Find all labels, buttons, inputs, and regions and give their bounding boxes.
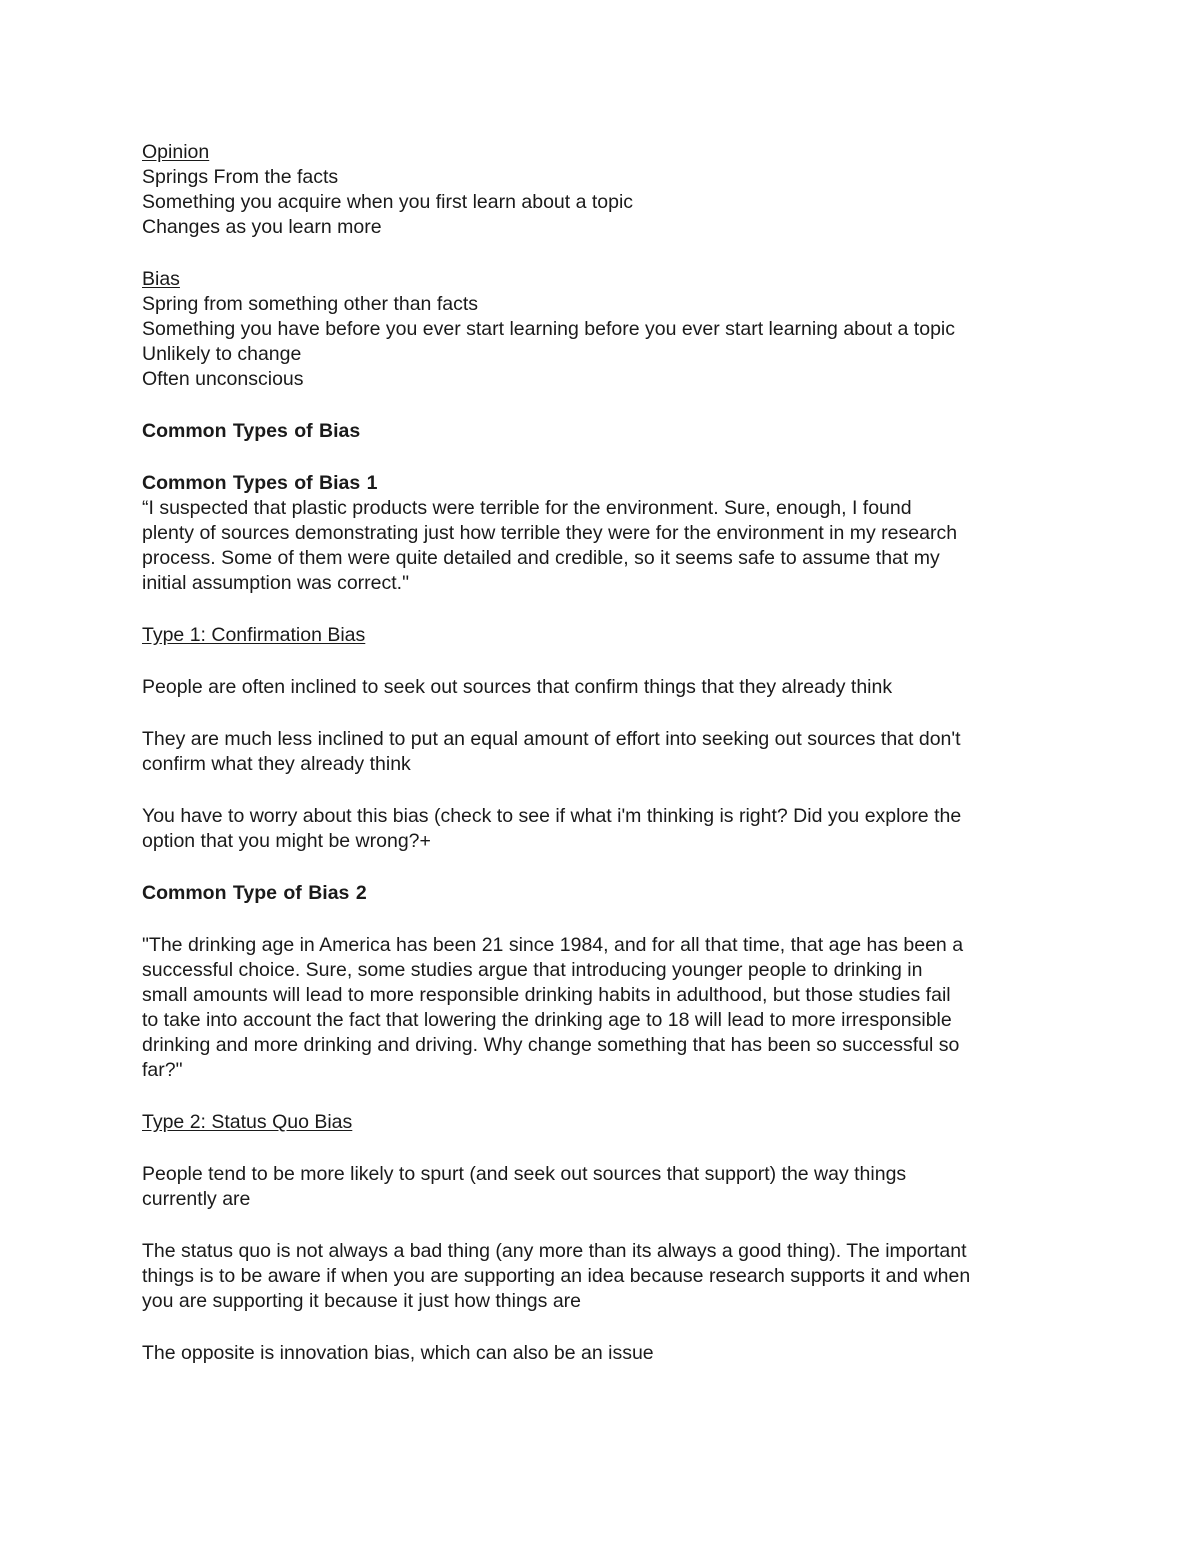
spacer — [142, 1083, 1072, 1110]
opinion-line: Something you acquire when you first learn about a topic — [142, 191, 634, 213]
spacer — [142, 906, 1072, 933]
type2-section — [142, 881, 1072, 1366]
type1-paragraph-line: You have to worry about this bias (check to see if what i'm thinking is right? Did you explore the — [142, 805, 962, 827]
quote-line: successful choice. Sure, some studies argue that introducing younger people to drinking in — [142, 959, 923, 981]
spacer — [142, 444, 1072, 471]
bias-line: Unlikely to change — [142, 343, 302, 365]
quote-line: small amounts will lead to more responsible drinking habits in adulthood, but those studies fail — [142, 984, 951, 1006]
quote-line: to take into account the fact that lowering the drinking age to 18 will lead to more irresponsible — [142, 1009, 952, 1031]
type2-paragraph-line: People tend to be more likely to spurt (and seek out sources that support) the way things — [142, 1163, 907, 1185]
spacer — [142, 1314, 1072, 1341]
opinion-line: Changes as you learn more — [142, 216, 382, 238]
common-types-heading: Common Types of Bias — [142, 420, 361, 442]
opinion-section — [142, 140, 1072, 240]
quote-line: process. Some of them were quite detailed and credible, so it seems safe to assume that my — [142, 547, 940, 569]
spacer — [142, 392, 1072, 419]
type1-paragraph: People are often inclined to seek out sources that confirm things that they already think — [142, 676, 893, 698]
quote-line: “I suspected that plastic products were terrible for the environment. Sure, enough, I found — [142, 497, 912, 519]
spacer — [142, 596, 1072, 623]
opinion-line: Springs From the facts — [142, 166, 339, 188]
type2-paragraph-line: things is to be aware if when you are supporting an idea because research supports it and when — [142, 1265, 971, 1287]
spacer — [142, 700, 1072, 727]
spacer — [142, 854, 1072, 881]
type1-paragraph-line: They are much less inclined to put an equal amount of effort into seeking out sources that don't — [142, 728, 961, 750]
type1-quote — [142, 496, 1072, 596]
type1-section — [142, 471, 1072, 854]
bias-line: Often unconscious — [142, 368, 304, 390]
spacer — [142, 1135, 1072, 1162]
spacer — [142, 240, 1072, 267]
type2-quote — [142, 933, 1072, 1083]
type2-section-heading: Common Type of Bias 2 — [142, 882, 367, 904]
type1-heading: Type 1: Confirmation Bias — [142, 624, 366, 646]
quote-line: "The drinking age in America has been 21 since 1984, and for all that time, that age has been a — [142, 934, 964, 956]
type2-paragraph-line: The status quo is not always a bad thing (any more than its always a good thing). The important — [142, 1240, 967, 1262]
quote-line: plenty of sources demonstrating just how terrible they were for the environment in my research — [142, 522, 958, 544]
spacer — [142, 648, 1072, 675]
type2-paragraph-line: you are supporting it because it just how things are — [142, 1290, 582, 1312]
type1-paragraph-line: confirm what they already think — [142, 753, 411, 775]
type2-paragraph: The opposite is innovation bias, which can also be an issue — [142, 1342, 654, 1364]
quote-line: initial assumption was correct." — [142, 572, 410, 594]
spacer — [142, 777, 1072, 804]
spacer — [142, 1212, 1072, 1239]
type1-section-heading: Common Types of Bias 1 — [142, 472, 378, 494]
type2-paragraph-line: currently are — [142, 1188, 251, 1210]
quote-line: drinking and more drinking and driving. Why change something that has been so successful so — [142, 1034, 960, 1056]
opinion-heading: Opinion — [142, 141, 210, 163]
type2-heading: Type 2: Status Quo Bias — [142, 1111, 353, 1133]
document-page — [142, 140, 1072, 1366]
bias-line: Something you have before you ever start learning before you ever start learning about a topic — [142, 318, 955, 340]
quote-line: far?" — [142, 1059, 183, 1081]
type1-paragraph-line: option that you might be wrong?+ — [142, 830, 431, 852]
bias-heading: Bias — [142, 268, 180, 290]
bias-section — [142, 267, 1072, 392]
bias-line: Spring from something other than facts — [142, 293, 479, 315]
